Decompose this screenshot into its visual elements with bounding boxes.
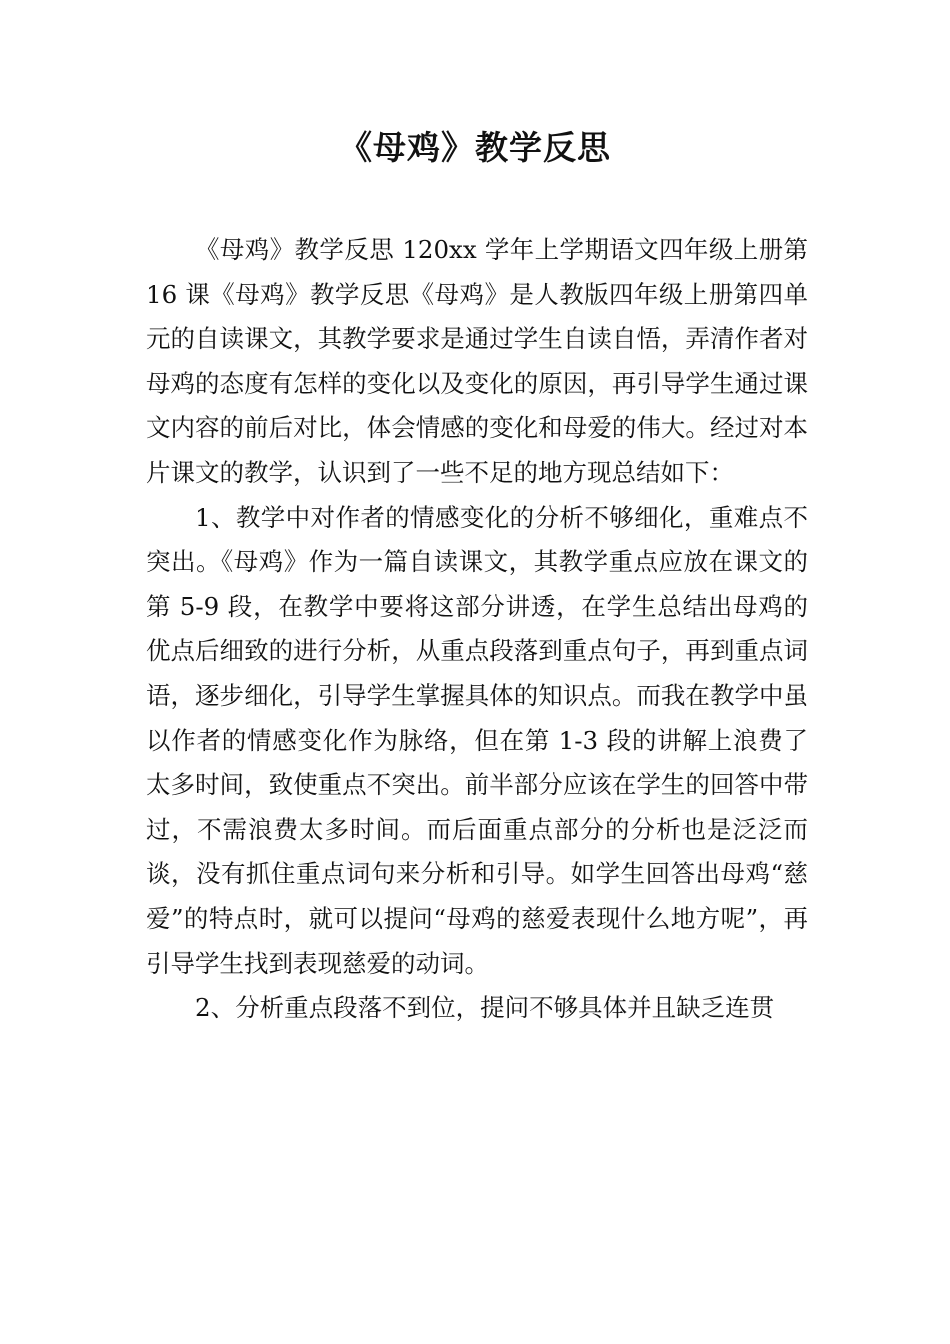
document-body	[146, 228, 808, 1031]
paragraph-point-2: 2、分析重点段落不到位，提问不够具体并且缺乏连贯	[195, 993, 775, 1023]
paragraph-intro: 《母鸡》教学反思 120xx 学年上学期语文四年级上册第 16 课《母鸡》教学反思《母鸡》是人教版四年级上册第四单元的自读课文，其教学要求是通过学生自读自悟，弄清作者对母鸡的态度有怎样的变化以及变化的原因，再引导学生通过课文内容的前后对比，体会情感的变化和母爱的伟大。经过对本片课文的教学，认识到了一些不足的地方现总结如下：	[146, 235, 808, 487]
paragraph-point-1: 1、教学中对作者的情感变化的分析不够细化，重难点不突出。《母鸡》作为一篇自读课文，其教学重点应放在课文的第 5-9 段，在教学中要将这部分讲透，在学生总结出母鸡的优点后细致的进行分析，从重点段落到重点句子，再到重点词语，逐步细化，引导学生掌握具体的知识点。而我在教学中虽以作者的情感变化作为脉络，但在第 1-3 段的讲解上浪费了太多时间，致使重点不突出。前半部分应该在学生的回答中带过，不需浪费太多时间。而后面重点部分的分析也是泛泛而谈，没有抓住重点词句来分析和引导。如学生回答出母鸡“慈爱”的特点时，就可以提问“母鸡的慈爱表现什么地方呢”，再引导学生找到表现慈爱的动词。	[146, 502, 808, 978]
document-title: 《母鸡》教学反思	[339, 128, 611, 167]
